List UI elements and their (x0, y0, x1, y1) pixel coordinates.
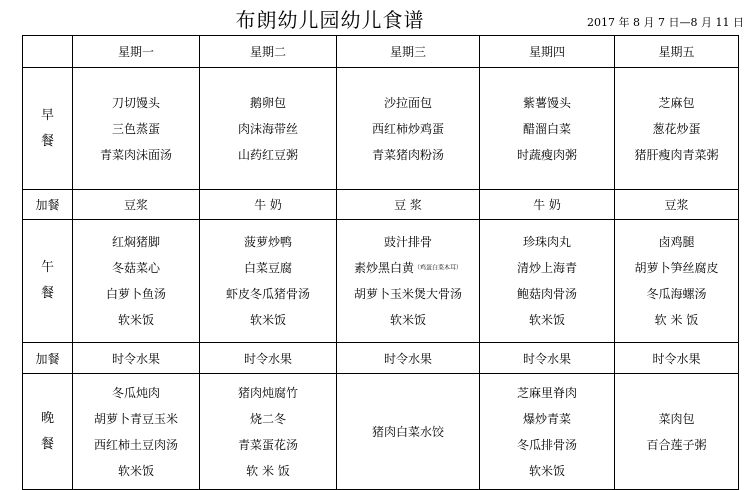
dish-note: （鸡蛋白菜木耳） (414, 264, 463, 272)
dish: 软 米 饭 (654, 313, 699, 327)
dish: 冬菇菜心 (111, 261, 160, 275)
day-header-tue: 星期二 (200, 36, 337, 68)
dish: 沙拉面包 (383, 95, 432, 110)
breakfast-mon (73, 68, 200, 190)
afternoon-snack-mon: 时令水果 (73, 343, 200, 374)
dish: 白菜豆腐 (243, 261, 292, 275)
page-title: 布朗幼儿园幼儿食谱 (235, 8, 425, 32)
dinner-wed (337, 374, 480, 490)
dinner-thu (480, 374, 615, 490)
morning-snack-row (23, 190, 739, 220)
dish: 卤鸡腿 (658, 235, 695, 249)
dish: 软米饭 (117, 313, 154, 327)
dish: 软 米 饭 (246, 463, 290, 478)
dish: 肉沫海带丝 (237, 121, 298, 136)
day-header-wed: 星期三 (337, 36, 480, 68)
dish: 葱花炒蛋 (652, 121, 701, 136)
dish: 芝麻包 (658, 95, 695, 110)
lunch-label-bottom: 餐 (40, 286, 54, 301)
dish-name: 素炒黑白黄 (353, 260, 414, 275)
dish: 胡萝卜笋丝腐皮 (634, 261, 719, 275)
afternoon-snack-fri: 时令水果 (615, 343, 739, 374)
breakfast-fri (615, 68, 739, 190)
dinner-mon (73, 374, 200, 490)
dish: 刀切馒头 (111, 95, 160, 110)
morning-snack-label: 加餐 (23, 190, 73, 220)
dish: 西红柿土豆肉汤 (93, 437, 178, 452)
breakfast-tue (200, 68, 337, 190)
day-header-thu: 星期四 (480, 36, 615, 68)
dish: 冬瓜炖肉 (111, 385, 160, 400)
morning-snack-thu: 牛 奶 (480, 190, 615, 220)
dish-with-note (337, 255, 479, 282)
dish: 青菜蛋花汤 (237, 437, 298, 452)
dish: 菠萝炒鸭 (243, 235, 292, 249)
breakfast-thu (480, 68, 615, 190)
dinner-tue (200, 374, 337, 490)
dish: 芝麻里脊肉 (516, 385, 577, 400)
corner-cell (23, 36, 73, 68)
afternoon-snack-row (23, 343, 739, 374)
dish: 冬瓜海螺汤 (646, 287, 707, 301)
lunch-mon (73, 220, 200, 343)
lunch-fri (615, 220, 739, 343)
dish: 爆炒青菜 (522, 411, 571, 426)
dish: 青菜猪肉粉汤 (371, 147, 444, 162)
dish: 青菜肉沫面汤 (99, 147, 172, 162)
date-range: 2017 年 8 月 7 日—8 月 11 日 (587, 16, 744, 29)
dish: 虾皮冬瓜猪骨汤 (225, 287, 310, 301)
day-header-mon: 星期一 (73, 36, 200, 68)
dish: 烧二冬 (249, 411, 286, 426)
dish: 猪肉白菜水饺 (371, 424, 444, 439)
lunch-row (23, 220, 739, 343)
dinner-label (23, 374, 73, 490)
dish: 冬瓜排骨汤 (516, 437, 577, 452)
lunch-label (23, 220, 73, 343)
dinner-label-top: 晚 (40, 410, 54, 426)
dish: 清炒上海青 (516, 261, 577, 275)
lunch-wed (337, 220, 480, 343)
dish: 百合莲子粥 (646, 437, 707, 452)
morning-snack-tue: 牛 奶 (200, 190, 337, 220)
lunch-label-top: 午 (40, 260, 54, 275)
dish: 软米饭 (528, 313, 565, 327)
dish: 三色蒸蛋 (111, 121, 160, 136)
afternoon-snack-thu: 时令水果 (480, 343, 615, 374)
dinner-label-bottom: 餐 (40, 436, 54, 452)
dish: 红焖猪脚 (111, 235, 160, 249)
lunch-thu (480, 220, 615, 343)
day-header-fri: 星期五 (615, 36, 739, 68)
header-row (23, 36, 739, 68)
dish: 鹅卵包 (249, 95, 286, 110)
dish: 胡萝卜玉米煲大骨汤 (353, 287, 462, 302)
dish: 软米饭 (249, 313, 286, 327)
breakfast-label-bottom: 餐 (40, 133, 54, 149)
menu-table (22, 35, 739, 490)
dish: 白萝卜鱼汤 (105, 287, 166, 301)
dish: 豉汁排骨 (383, 234, 432, 249)
dish: 软米饭 (528, 463, 565, 478)
breakfast-row (23, 68, 739, 190)
dish: 菜肉包 (658, 411, 695, 426)
dish: 猪肉炖腐竹 (237, 385, 298, 400)
dish: 软米饭 (389, 313, 426, 328)
dinner-fri (615, 374, 739, 490)
breakfast-label (23, 68, 73, 190)
breakfast-wed (337, 68, 480, 190)
afternoon-snack-label: 加餐 (23, 343, 73, 374)
dish: 珍珠肉丸 (522, 235, 571, 249)
afternoon-snack-tue: 时令水果 (200, 343, 337, 374)
morning-snack-wed: 豆 浆 (337, 190, 480, 220)
morning-snack-fri: 豆浆 (615, 190, 739, 220)
afternoon-snack-wed: 时令水果 (337, 343, 480, 374)
dish: 紫薯馒头 (522, 95, 571, 110)
morning-snack-mon: 豆浆 (73, 190, 200, 220)
breakfast-label-top: 早 (40, 107, 54, 123)
dish: 胡萝卜青豆玉米 (93, 411, 178, 426)
dish: 醋溜白菜 (522, 121, 571, 136)
dish: 山药红豆粥 (237, 147, 298, 162)
dish: 鲍菇肉骨汤 (516, 287, 577, 301)
dish: 软米饭 (117, 463, 154, 478)
lunch-tue (200, 220, 337, 343)
dish: 猪肝瘦肉青菜粥 (634, 147, 719, 162)
dinner-row (23, 374, 739, 490)
dish: 西红柿炒鸡蛋 (371, 121, 444, 136)
dish: 时蔬瘦肉粥 (516, 147, 577, 162)
